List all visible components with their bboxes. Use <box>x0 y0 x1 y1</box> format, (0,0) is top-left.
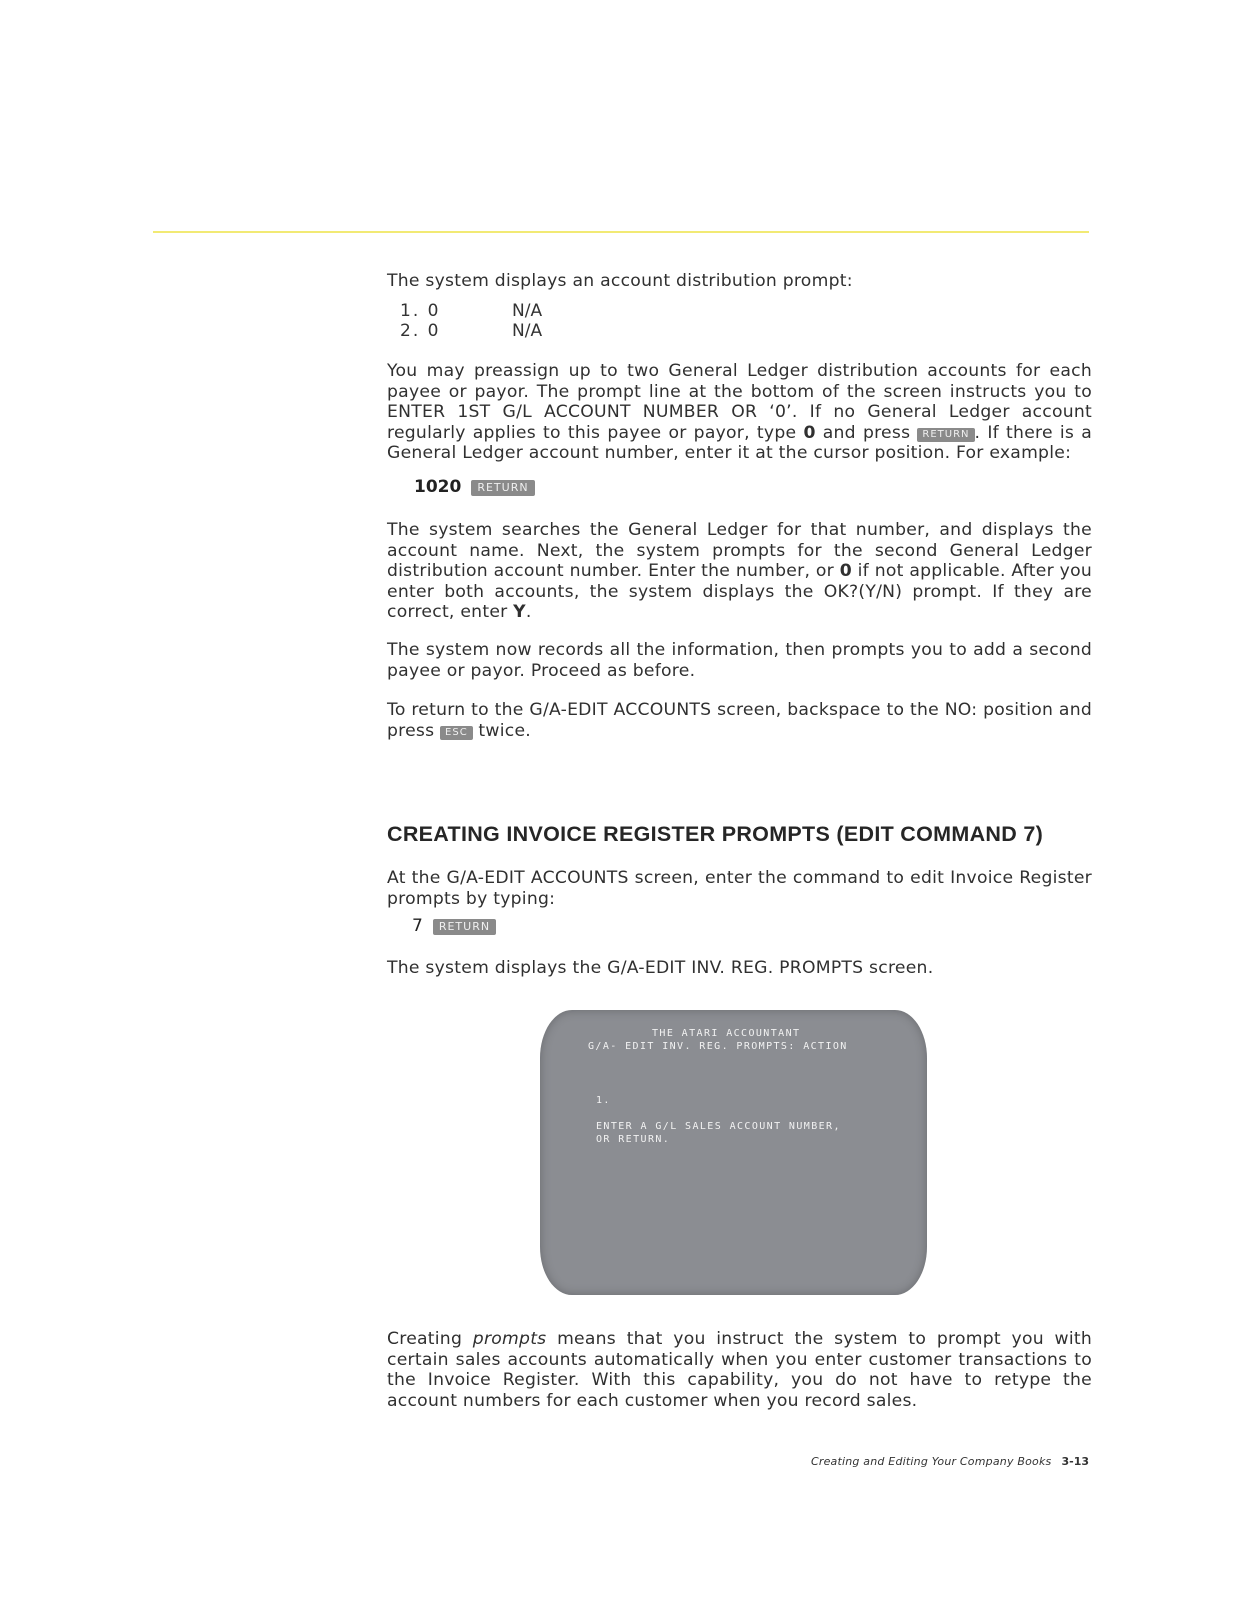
section-heading: CREATING INVOICE REGISTER PROMPTS (EDIT COMMAND 7) <box>387 822 1044 846</box>
screen-prompt: OR RETURN. <box>596 1134 671 1145</box>
text: if not applicable. After you enter both accounts, the system displays the OK?(Y/N) prompt. If they are correct, enter <box>387 561 1092 622</box>
text: and press <box>815 422 918 443</box>
paragraph-creating-prompts <box>387 1329 1092 1411</box>
text: To return to the G/A-EDIT ACCOUNTS screen, backspace to the NO: position and press <box>387 700 1092 741</box>
return-key: RETURN <box>433 919 496 935</box>
screen-item: 1. <box>596 1095 611 1106</box>
row-value: N/A <box>512 321 543 341</box>
intro-paragraph: The system displays an account distribution prompt: <box>387 271 853 291</box>
bold-text: Y <box>513 602 526 622</box>
example-value: 1020 <box>414 477 462 497</box>
example-entry-7 <box>412 916 496 936</box>
bold-text: 0 <box>839 561 852 581</box>
row-number: 2. 0 <box>400 321 441 341</box>
italic-text: prompts <box>472 1329 547 1349</box>
paragraph-records: The system now records all the information, then prompts you to add a second payee or payor. Proceed as before. <box>387 640 1092 681</box>
page-footer <box>811 1455 1089 1468</box>
return-key: RETURN <box>917 428 974 442</box>
text: The system searches the General Ledger for that number, and displays the account name. Next, the system prompts for the second General Ledger distribution account number. Enter the number, or <box>387 520 1092 581</box>
text: . <box>525 602 532 622</box>
text: means that you instruct the system to prompt you with certain sales accounts automatically when you enter customer transactions to the Invoice Register. With this capability, you do not have to retype the account numbers for each customer when you record sales. <box>387 1329 1092 1411</box>
text: Creating <box>387 1329 473 1349</box>
paragraph-return <box>387 700 1092 741</box>
paragraph-displays-screen: The system displays the G/A-EDIT INV. REG. PROMPTS screen. <box>387 958 934 978</box>
text: . If there is a General Ledger account number, enter it at the cursor position. For example: <box>387 422 1093 463</box>
distribution-row <box>400 321 542 341</box>
screen-header: G/A- EDIT INV. REG. PROMPTS: ACTION <box>588 1041 848 1052</box>
row-number: 1. 0 <box>400 301 441 321</box>
paragraph-searches <box>387 520 1092 623</box>
header-rule <box>153 231 1089 233</box>
footer-title: Creating and Editing Your Company Books <box>810 1455 1052 1468</box>
screen-title: THE ATARI ACCOUNTANT <box>652 1028 801 1039</box>
paragraph-preassign <box>387 361 1092 464</box>
example-value: 7 <box>412 916 423 936</box>
bold-text: 0 <box>803 422 816 443</box>
screen-image <box>540 1010 927 1295</box>
distribution-list <box>400 301 542 341</box>
text: You may preassign up to two General Ledger distribution accounts for each payee or payor. The prompt line at the bottom of the screen instructs you to ENTER 1ST G/L ACCOUNT NUMBER OR ‘0’. If no General Ledger account regularly applies to this payee or payor, type <box>387 361 1092 443</box>
return-key: RETURN <box>471 480 534 496</box>
distribution-row <box>400 301 542 321</box>
esc-key: ESC <box>440 726 473 740</box>
row-value: N/A <box>512 301 543 321</box>
page-number: 3-13 <box>1061 1455 1089 1468</box>
screen-prompt: ENTER A G/L SALES ACCOUNT NUMBER, <box>596 1121 841 1132</box>
text: twice. <box>472 720 531 741</box>
paragraph-edit-command: At the G/A-EDIT ACCOUNTS screen, enter the command to edit Invoice Register prompts by typing: <box>387 868 1092 909</box>
example-entry-1020 <box>414 477 535 497</box>
